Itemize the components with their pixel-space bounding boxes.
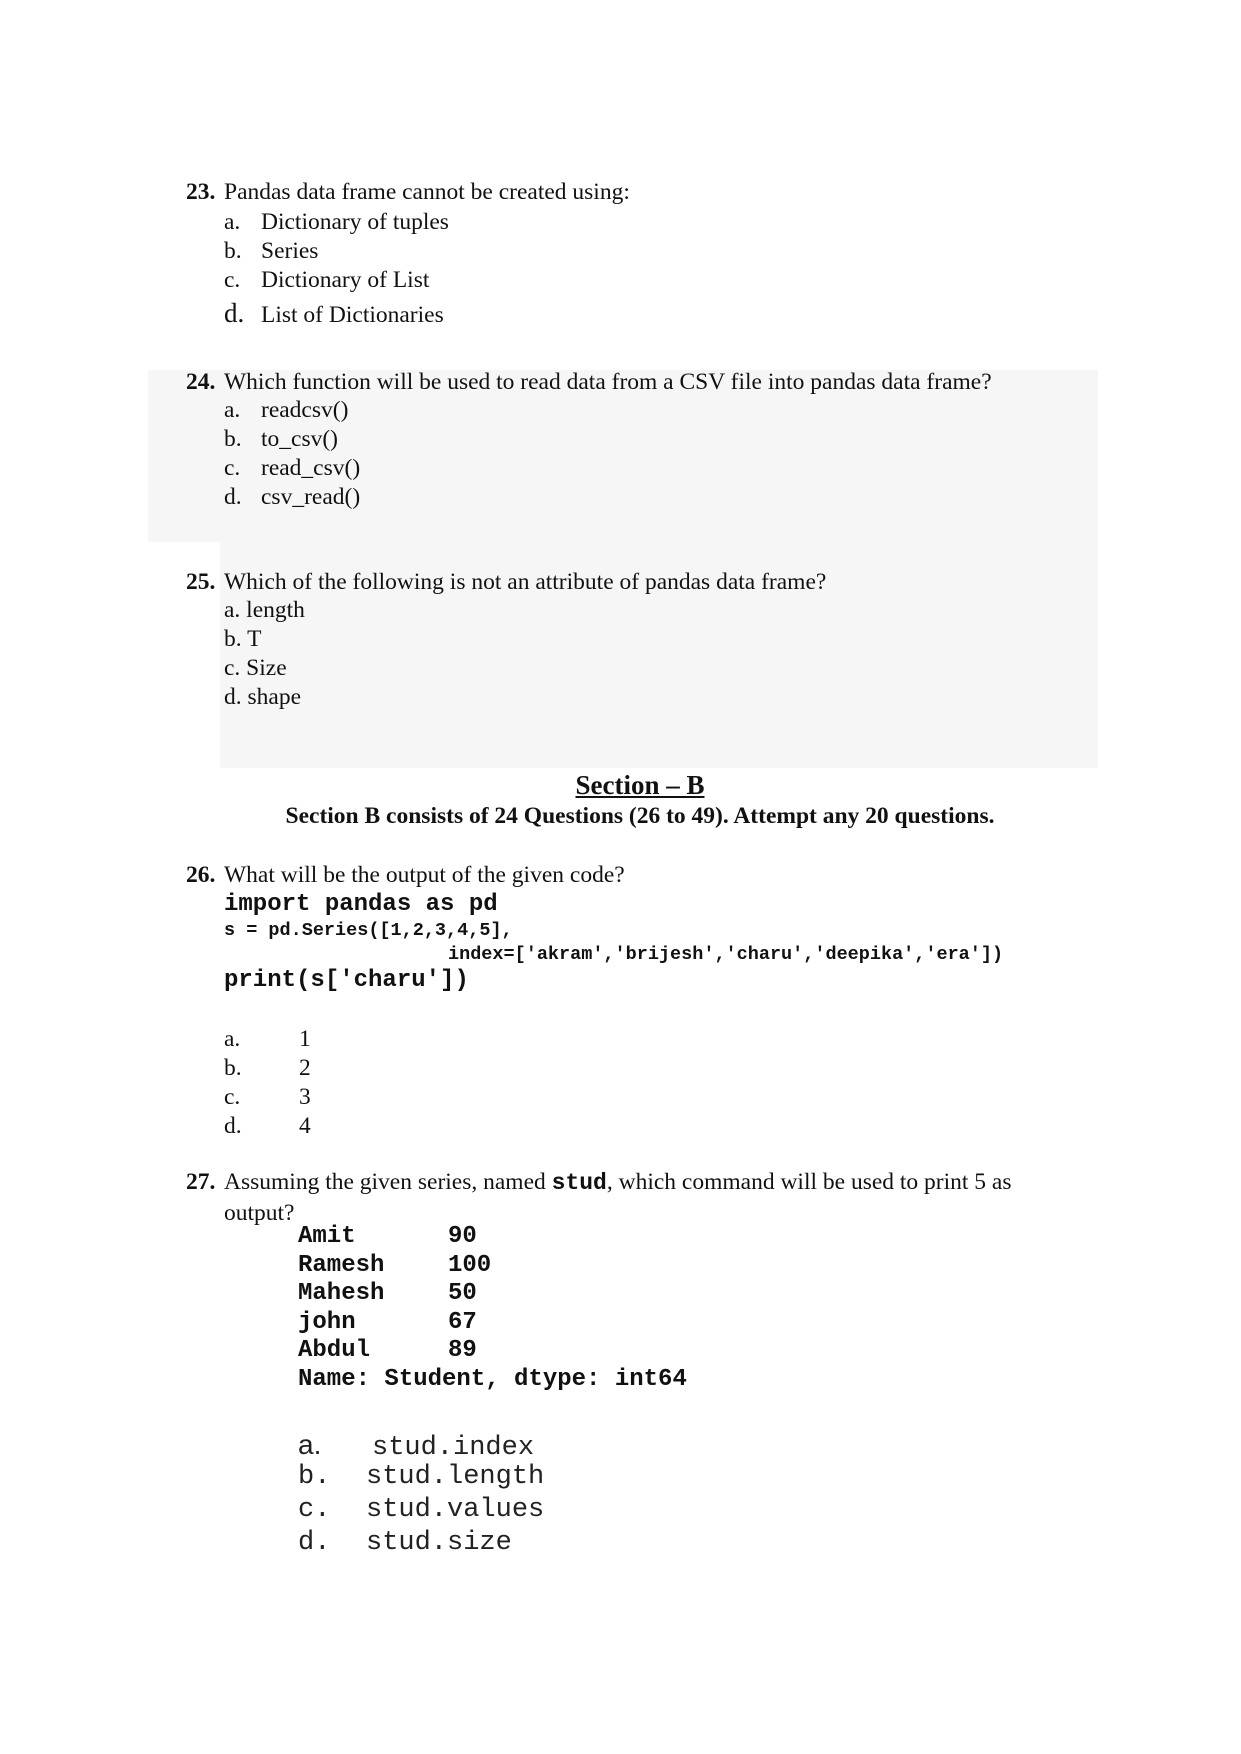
question-number: 27. (186, 1169, 216, 1195)
question-number: 24. (186, 369, 216, 395)
code-block (224, 891, 1003, 995)
question-25 (186, 567, 826, 597)
series-row: john 67 (298, 1308, 477, 1336)
option-a: a. length (224, 597, 305, 623)
question-27 (186, 1167, 1012, 1228)
question-27-options (298, 1428, 544, 1560)
series-row: Ramesh 100 (298, 1251, 492, 1279)
series-footer: Name: Student, dtype: int64 (298, 1365, 687, 1393)
question-number: 25. (186, 569, 216, 595)
code-line: index=['akram','brijesh','charu','deepika','era']) (448, 944, 1004, 965)
code-line: import pandas as pd (224, 891, 498, 918)
question-23 (186, 177, 630, 207)
option-c: c. Size (224, 655, 287, 681)
question-number: 26. (186, 862, 216, 888)
section-subtitle: Section B consists of 24 Questions (26 to 49). Attempt any 20 questions. (285, 803, 995, 829)
question-24-options (224, 396, 360, 512)
option-b: b. to_csv() (224, 426, 339, 452)
option-d: d. csv_read() (224, 484, 361, 510)
question-24 (186, 367, 992, 397)
code-line: print(s['charu']) (224, 967, 469, 994)
option-a: a. 1 (224, 1026, 311, 1052)
question-text: Pandas data frame cannot be created using: (224, 179, 630, 205)
question-text: , which command will be used to print 5 as (606, 1169, 1012, 1195)
question-text: Which of the following is not an attribute of pandas data frame? (224, 569, 827, 595)
question-text: Which function will be used to read data from a CSV file into pandas data frame? (224, 369, 992, 395)
series-row: Mahesh 50 (298, 1280, 477, 1307)
question-text: Assuming the given series, named (224, 1169, 552, 1195)
inline-code: stud (551, 1170, 607, 1196)
option-a: a. Dictionary of tuples (224, 209, 449, 235)
option-d: d. List of Dictionaries (224, 298, 444, 328)
question-23-options (224, 208, 449, 328)
question-text: What will be the output of the given code? (224, 862, 625, 888)
series-output (298, 1223, 687, 1394)
option-a: a. stud.index (298, 1429, 535, 1463)
option-c: c. read_csv() (224, 455, 361, 481)
question-26-options (224, 1025, 311, 1141)
option-b: b. 2 (224, 1055, 311, 1081)
option-c: c. 3 (224, 1084, 311, 1110)
series-row: Abdul 89 (298, 1337, 477, 1364)
series-row: Amit 90 (298, 1223, 477, 1250)
code-line: s = pd.Series([1,2,3,4,5], (224, 920, 513, 941)
option-c: c. Dictionary of List (224, 267, 430, 293)
option-b: b. stud.length (298, 1462, 545, 1492)
option-d: d. shape (224, 684, 302, 710)
option-b: b. T (224, 626, 262, 652)
option-d: d. stud.size (298, 1528, 512, 1558)
question-text-continued: output? (224, 1200, 295, 1226)
option-d: d. 4 (224, 1113, 311, 1139)
section-title: Section – B (575, 770, 705, 800)
option-b: b. Series (224, 238, 319, 264)
option-a: a. readcsv() (224, 397, 349, 423)
option-c: c. stud.values (298, 1495, 545, 1525)
question-26 (186, 860, 625, 890)
question-25-options (224, 596, 305, 712)
question-number: 23. (186, 179, 216, 205)
